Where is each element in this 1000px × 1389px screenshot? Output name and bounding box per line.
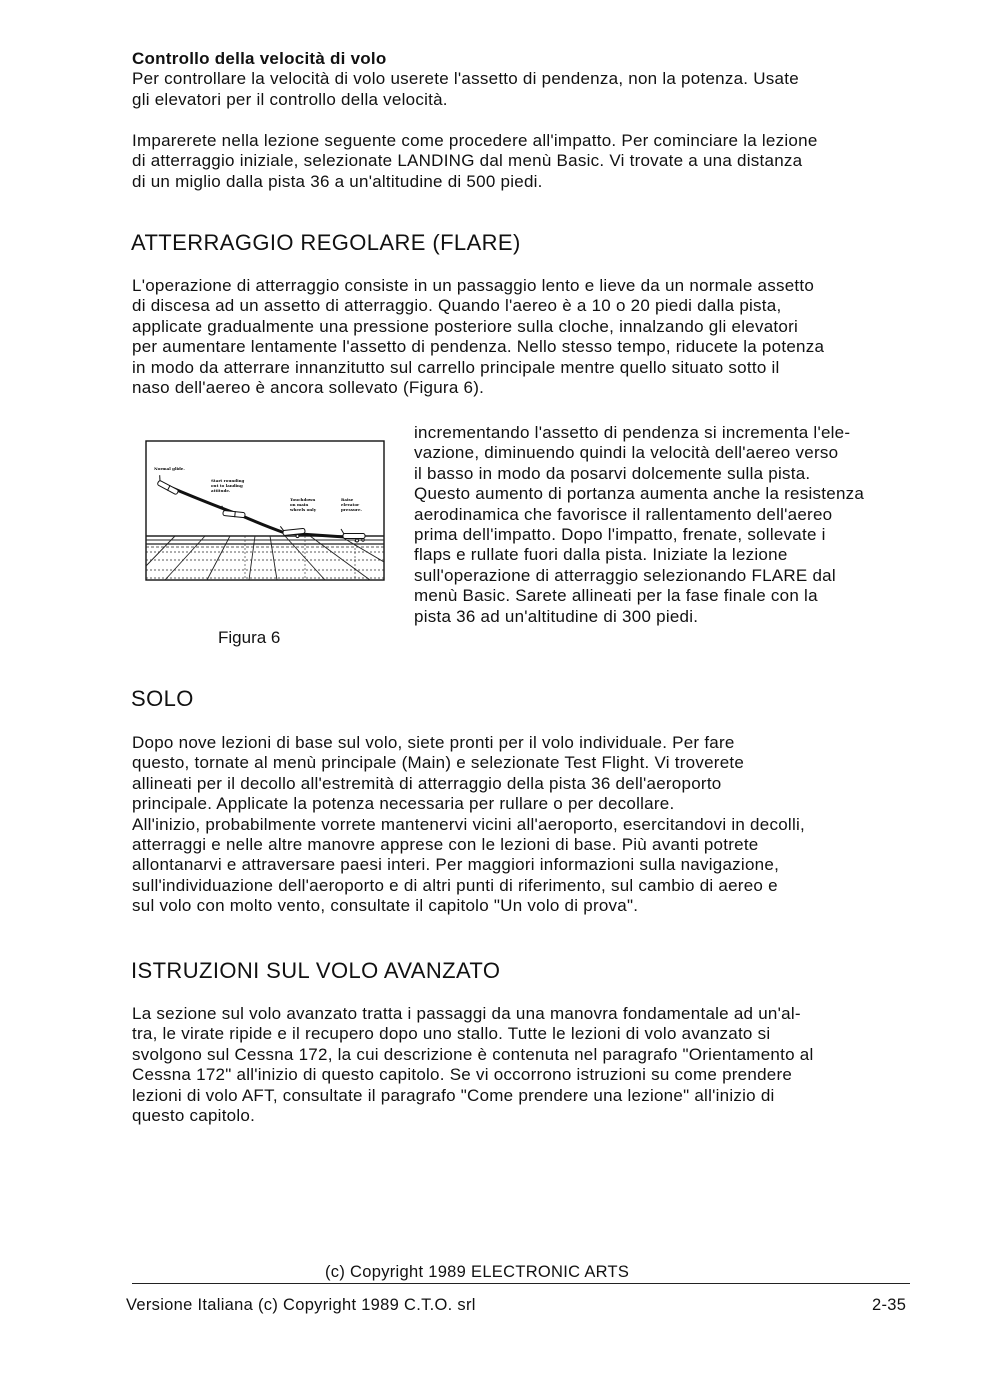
figure-label-normal-glide: Normal glide. (154, 466, 185, 471)
solo-line: allineati per il decollo all'estremità di atterraggio della pista 36 dell'aeroporto (132, 773, 722, 793)
advanced-line: questo capitolo. (132, 1106, 256, 1126)
flare-side-line: Questo aumento di portanza aumenta anche la resistenza (414, 484, 865, 504)
solo-line: atterraggi e nelle altre manovre apprese con le lezioni di base. Più avanti potrete (132, 835, 759, 855)
figure-label-touchdown: Touchdown on main wheels only (290, 497, 317, 512)
solo-line: sull'individuazione dell'aeroporto e di altri punti di riferimento, sul cambio di aereo e (132, 875, 778, 895)
figure-caption: Figura 6 (218, 628, 281, 647)
advanced-line: tra, le virate ripide e il recupero dopo uno stallo. Tutte le lezioni di volo avanzato si (132, 1024, 771, 1044)
flare-line: naso dell'aereo è ancora sollevato (Figura 6). (132, 378, 485, 398)
intro-paragraph (132, 131, 818, 192)
flare-side-line: pista 36 ad un'altitudine di 300 piedi. (414, 606, 699, 626)
speed-line: gli elevatori per il controllo della velocità. (132, 89, 448, 109)
flare-line: in modo da atterrare innanzitutto sul carrello principale mentre quello situato sotto il (132, 357, 780, 377)
advanced-line: Cessna 172" all'inizio di questo capitolo. Se vi occorrono istruzioni su come prendere (132, 1065, 793, 1085)
solo-line: allontanarvi e attraversare paesi interi. Per maggiori informazioni sulla navigazione, (132, 855, 780, 875)
flare-line: applicate gradualmente una pressione posteriore sulla cloche, innalzando gli elevatori (132, 316, 799, 336)
intro-line: di atterraggio iniziale, selezionate LANDING dal menù Basic. Vi trovate a una distanza (132, 151, 803, 171)
intro-line: di un miglio dalla pista 36 a un'altitudine di 500 piedi. (132, 171, 543, 191)
flare-line: L'operazione di atterraggio consiste in un passaggio lento e lieve da un normale assetto (132, 276, 815, 295)
solo-line: Dopo nove lezioni di base sul volo, siete pronti per il volo individuale. Per fare (132, 733, 735, 752)
solo-line: sul volo con molto vento, consultate il capitolo "Un volo di prova". (132, 896, 639, 916)
advanced-line: svolgono sul Cessna 172, la cui descrizione è contenuta nel paragrafo "Orientamento al (132, 1044, 814, 1064)
flare-heading: ATTERRAGGIO REGOLARE (FLARE) (131, 230, 521, 255)
speed-section (132, 49, 799, 110)
advanced-line: La sezione sul volo avanzato tratta i passaggi da una manovra fondamentale ad un'al- (132, 1004, 801, 1023)
solo-line: All'inizio, probabilmente vorrete mantenervi vicini all'aeroporto, esercitandovi in decolli, (132, 814, 805, 834)
flare-side-line: vazione, diminuendo quindi la velocità dell'aereo verso (414, 443, 839, 463)
figure-label-round-out: Start rounding out to landing attitude. (211, 478, 245, 493)
solo-line: principale. Applicate la potenza necessaria per rullare o per decollare. (132, 794, 675, 814)
solo-paragraph (132, 733, 805, 917)
figure-label-raise-elevator: Raise elevator pressure. (341, 497, 362, 512)
flare-side-paragraph (414, 423, 864, 627)
flare-line: per aumentare lentamente l'assetto di pendenza. Nello stesso tempo, riducete la potenza (132, 337, 825, 357)
flare-side-line: menù Basic. Sarete allineati per la fase finale con la (414, 586, 818, 606)
speed-title: Controllo della velocità di volo (132, 49, 387, 68)
version-line: Versione Italiana (c) Copyright 1989 C.T.O. srl (126, 1296, 476, 1314)
footer-rule (132, 1283, 910, 1284)
intro-line: Imparerete nella lezione seguente come procedere all'impatto. Per cominciare la lezione (132, 131, 818, 150)
page-number: 2-35 (872, 1296, 907, 1314)
flare-line: di discesa ad un assetto di atterraggio. Quando l'aereo è a 10 o 20 piedi dalla pista, (132, 296, 782, 316)
flare-side-line: il basso in modo da posarvi dolcemente sulla pista. (414, 463, 811, 483)
solo-line: questo, tornate al menù principale (Main) e selezionate Test Flight. Vi troverete (132, 753, 745, 773)
flare-side-line: sull'operazione di atterraggio selezionando FLARE dal (414, 565, 836, 585)
speed-line: Per controllare la velocità di volo userete l'assetto di pendenza, non la potenza. Usate (132, 69, 799, 89)
flare-paragraph (132, 276, 824, 398)
flare-side-line: prima dell'impatto. Dopo l'impatto, frenate, sollevate i (414, 525, 826, 545)
landing-flare-figure (145, 440, 387, 585)
flare-side-line: flaps e rullate fuori dalla pista. Iniziate la lezione (414, 545, 788, 565)
copyright-line: (c) Copyright 1989 ELECTRONIC ARTS (325, 1263, 630, 1281)
advanced-paragraph (132, 1004, 814, 1126)
advanced-heading: ISTRUZIONI SUL VOLO AVANZATO (131, 958, 501, 983)
advanced-line: lezioni di volo AFT, consultate il paragrafo "Come prendere una lezione" all'inizio di (132, 1085, 775, 1105)
flare-side-line: incrementando l'assetto di pendenza si incrementa l'ele- (414, 423, 851, 442)
solo-heading: SOLO (131, 686, 194, 711)
flare-side-line: aerodinamica che favorisce il rallentamento dell'aereo (414, 504, 833, 524)
